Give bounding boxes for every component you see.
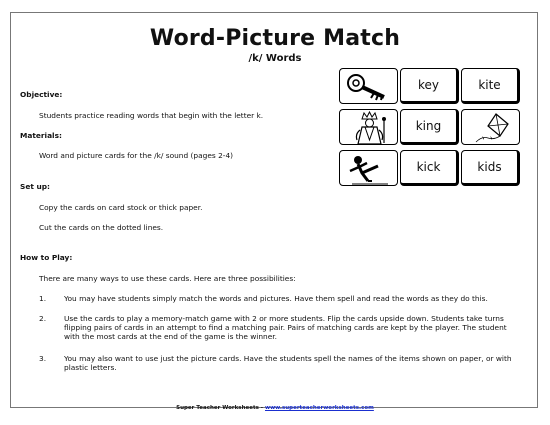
list-item-number: 1. — [39, 294, 47, 303]
card-preview-grid — [339, 68, 524, 186]
how-to-play-label: How to Play: — [20, 253, 73, 262]
word-card-king — [400, 109, 459, 145]
page-title: Word-Picture Match — [149, 26, 401, 51]
king-icon — [340, 110, 398, 145]
key-icon — [340, 69, 398, 104]
word-card-label: kids — [477, 160, 502, 174]
list-item-number: 2. — [39, 314, 47, 323]
list-item-text: You may also want to use just the picture cards. Have the students spell the names of the items shown on paper, or with plastic letters. — [64, 354, 512, 372]
kite-icon — [462, 110, 520, 145]
picture-card-kick — [339, 150, 398, 186]
how-to-play-intro: There are many ways to use these cards. Here are three possibilities: — [39, 274, 296, 283]
picture-card-key — [339, 68, 398, 104]
word-card-label: kite — [478, 78, 501, 92]
footer — [0, 405, 550, 411]
word-card-kite — [461, 68, 520, 104]
list-item-number: 3. — [39, 354, 47, 363]
list-item-text: Use the cards to play a memory-match game with 2 or more students. Flip the cards upside down. Students take turns flipping pairs of cards in an attempt to find a matching pair. Pairs of matching cards are kept by the player. The student with the most cards at the end of the game is the winner. — [64, 314, 507, 341]
footer-separator: - — [258, 405, 265, 411]
word-card-kick — [400, 150, 459, 186]
kick-icon — [340, 151, 398, 186]
setup-line-2: Cut the cards on the dotted lines. — [39, 223, 164, 232]
page-subtitle: /k/ Words — [248, 53, 302, 64]
word-card-label: king — [415, 119, 442, 133]
picture-card-king — [339, 109, 398, 145]
list-item-text: You may have students simply match the words and pictures. Have them spell and read the words as they do this. — [64, 294, 488, 303]
word-card-label: key — [417, 78, 439, 92]
objective-label: Objective: — [20, 90, 63, 99]
word-card-key — [400, 68, 459, 104]
footer-site: Super Teacher Worksheets — [176, 405, 259, 411]
materials-label: Materials: — [20, 131, 62, 140]
materials-text: Word and picture cards for the /k/ sound (pages 2-4) — [39, 151, 234, 160]
footer-url-link[interactable]: www.superteacherworksheets.com — [264, 405, 374, 411]
setup-label: Set up: — [20, 182, 50, 191]
word-card-kids — [461, 150, 520, 186]
word-card-label: kick — [416, 160, 441, 174]
picture-card-kite — [461, 109, 520, 145]
objective-text: Students practice reading words that begin with the letter k. — [39, 111, 264, 120]
setup-line-1: Copy the cards on card stock or thick paper. — [39, 203, 203, 212]
